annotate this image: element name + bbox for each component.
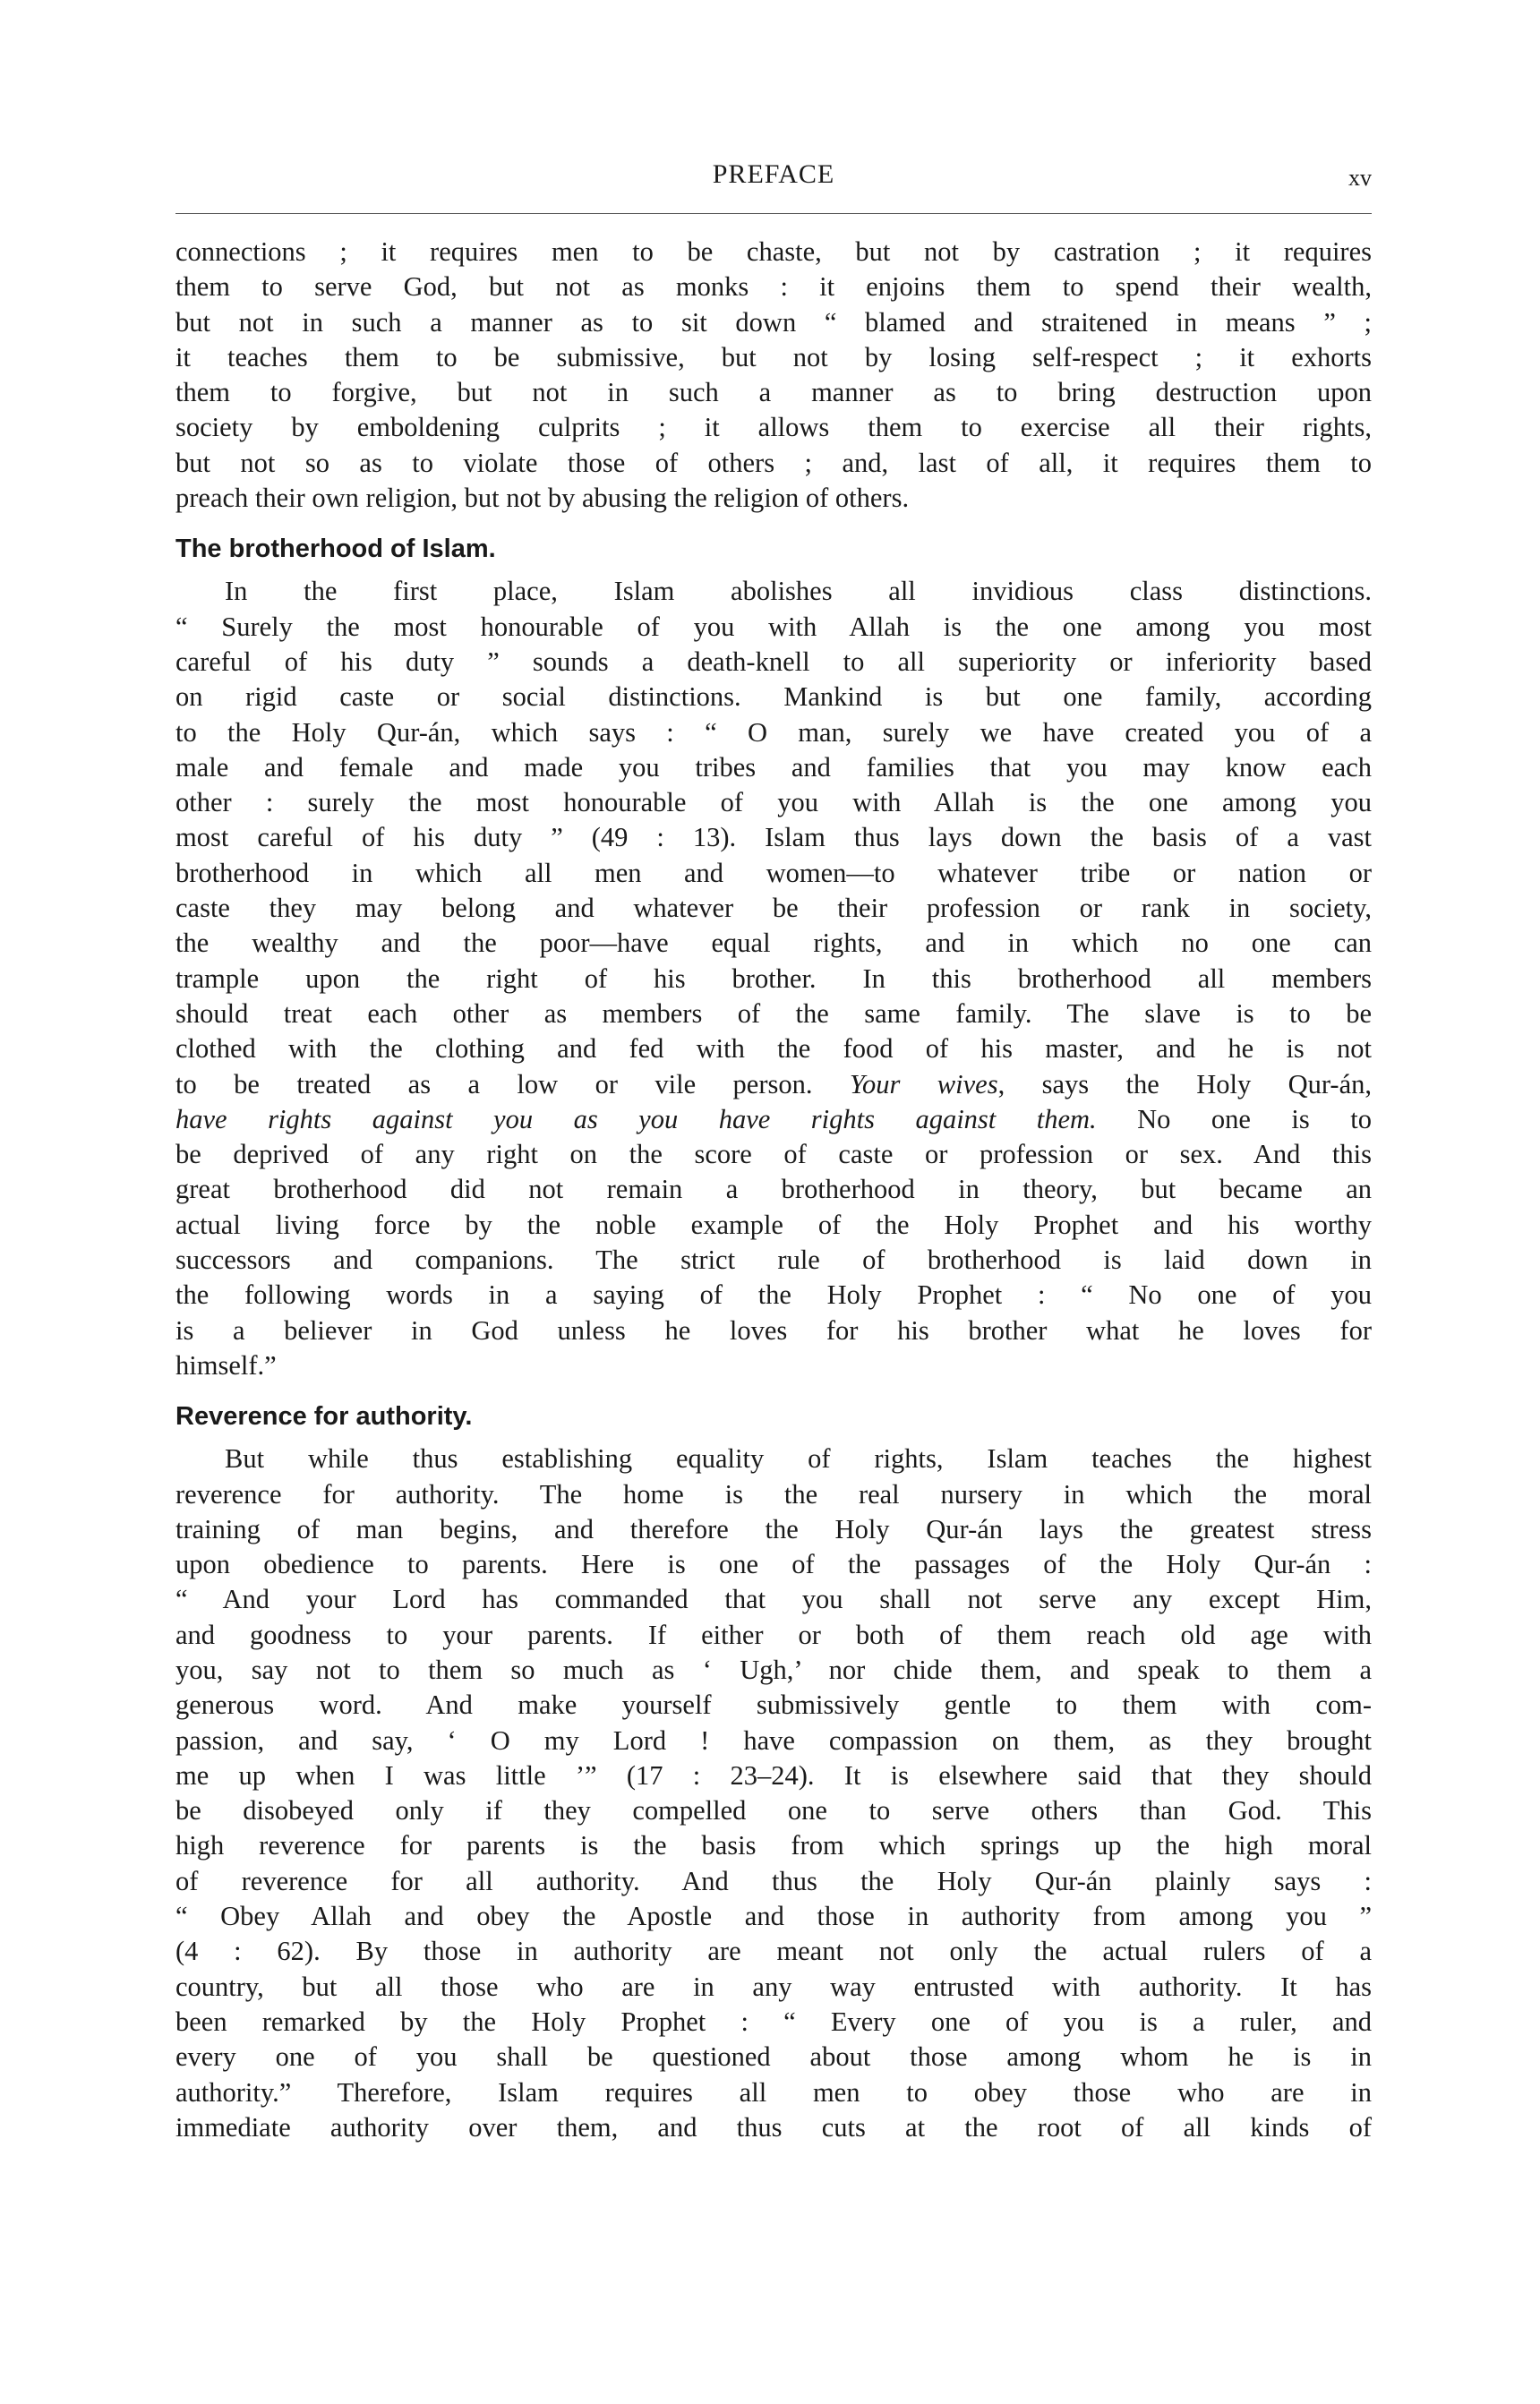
- brotherhood-paragraph: [175, 574, 1372, 1383]
- text-line: great brotherhood did not remain a brotherhood in theory, but became an: [175, 1174, 1372, 1205]
- text-line: (4 : 62). By those in authority are meant not only the actual rulers of a: [175, 1936, 1372, 1967]
- opening-paragraph: [175, 235, 1372, 516]
- text-line: of reverence for all authority. And thus the Holy Qur-án plainly says :: [175, 1865, 1372, 1896]
- text-line: to the Holy Qur-án, which says : “ O man, surely we have created you of a: [175, 716, 1372, 748]
- italic-quote: have rights against you as you have rights against them.: [175, 1103, 1097, 1134]
- text-line: generous word. And make yourself submissively gentle to them with com-: [175, 1690, 1372, 1721]
- text-line: been remarked by the Holy Prophet : “ Every one of you is a ruler, and: [175, 2006, 1372, 2037]
- text-line: careful of his duty ” sounds a death-knell to all superiority or inferiority based: [175, 646, 1372, 677]
- text-line: me up when I was little ’” (17 : 23–24). It is elsewhere said that they should: [175, 1759, 1372, 1791]
- text-run: No one is to: [1096, 1103, 1372, 1134]
- text-line: actual living force by the noble example of the Holy Prophet and his worthy: [175, 1209, 1372, 1240]
- text-line: caste they may belong and whatever be their profession or rank in society,: [175, 893, 1372, 924]
- text-line: “ Obey Allah and obey the Apostle and those in authority from among you ”: [175, 1901, 1372, 1932]
- text-line: successors and companions. The strict rule of brotherhood is laid down in: [175, 1245, 1372, 1276]
- section-heading-brotherhood: The brotherhood of Islam.: [175, 535, 496, 564]
- italic-quote: Your wives: [849, 1068, 998, 1099]
- text-line: the following words in a saying of the Holy Prophet : “ No one of you: [175, 1279, 1372, 1311]
- text-line: you, say not to them so much as ‘ Ugh,’ nor chide them, and speak to them a: [175, 1654, 1372, 1685]
- page-body: [175, 235, 1372, 2145]
- book-page: [175, 143, 1372, 2143]
- page-number: xv: [1348, 165, 1372, 191]
- text-run: , says the Holy Qur-án,: [997, 1068, 1372, 1099]
- text-line: passion, and say, ‘ O my Lord ! have compassion on them, as they brought: [175, 1724, 1372, 1756]
- text-line: “ Surely the most honourable of you with Allah is the one among you most: [175, 611, 1372, 642]
- section-heading-reverence: Reverence for authority.: [175, 1402, 473, 1432]
- text-line: “ And your Lord has commanded that you shall not serve any except Him,: [175, 1584, 1372, 1615]
- text-line: the wealthy and the poor—have equal rights, and in which no one can: [175, 928, 1372, 959]
- text-line: society by emboldening culprits ; it allows them to exercise all their rights,: [175, 412, 1372, 443]
- text-line: himself.”: [175, 1349, 277, 1381]
- text-line: it teaches them to be submissive, but not by losing self-respect ; it exhorts: [175, 341, 1372, 372]
- text-line: immediate authority over them, and thus cuts at the root of all kinds of: [175, 2111, 1372, 2143]
- text-line: male and female and made you tribes and families that you may know each: [175, 751, 1372, 783]
- text-line: is a believer in God unless he loves for his brother what he loves for: [175, 1314, 1372, 1346]
- text-line: authority.” Therefore, Islam requires all men to obey those who are in: [175, 2076, 1372, 2108]
- text-line: clothed with the clothing and fed with the food of his master, and he is not: [175, 1033, 1372, 1065]
- text-line: should treat each other as members of the same family. The slave is to be: [175, 997, 1372, 1029]
- text-line-with-italic: [175, 1067, 1372, 1102]
- text-line: preach their own religion, but not by abusing the religion of others.: [175, 483, 910, 514]
- header-rule: [175, 213, 1372, 214]
- text-line: and goodness to your parents. If either or both of them reach old age with: [175, 1619, 1372, 1650]
- text-line: trample upon the right of his brother. In this brotherhood all members: [175, 962, 1372, 994]
- text-line: every one of you shall be questioned about those among whom he is in: [175, 2041, 1372, 2073]
- text-line: In the first place, Islam abolishes all invidious class distinctions.: [225, 576, 1372, 607]
- reverence-paragraph: [175, 1442, 1372, 2145]
- text-line: but not in such a manner as to sit down “ blamed and straitened in means ” ;: [175, 306, 1372, 338]
- text-run: to be treated as a low or vile person.: [175, 1068, 850, 1099]
- text-line-with-italic: [175, 1102, 1372, 1137]
- running-title: PREFACE: [712, 159, 835, 189]
- text-line: be disobeyed only if they compelled one to serve others than God. This: [175, 1795, 1372, 1827]
- text-line: on rigid caste or social distinctions. Mankind is but one family, according: [175, 681, 1372, 713]
- running-header: [175, 143, 1372, 197]
- text-line: training of man begins, and therefore the Holy Qur-án lays the greatest stress: [175, 1513, 1372, 1544]
- text-line: them to forgive, but not in such a manner as to bring destruction upon: [175, 377, 1372, 408]
- text-line: be deprived of any right on the score of caste or profession or sex. And this: [175, 1139, 1372, 1170]
- text-line: but not so as to violate those of others ; and, last of all, it requires them to: [175, 447, 1372, 478]
- text-line: brotherhood in which all men and women—to whatever tribe or nation or: [175, 857, 1372, 888]
- text-line: connections ; it requires men to be chaste, but not by castration ; it requires: [175, 236, 1372, 267]
- text-line: But while thus establishing equality of rights, Islam teaches the highest: [225, 1443, 1372, 1475]
- text-line: reverence for authority. The home is the real nursery in which the moral: [175, 1478, 1372, 1510]
- text-line: upon obedience to parents. Here is one of the passages of the Holy Qur-án :: [175, 1549, 1372, 1580]
- text-line: high reverence for parents is the basis from which springs up the high moral: [175, 1830, 1372, 1861]
- text-line: most careful of his duty ” (49 : 13). Islam thus lays down the basis of a vast: [175, 822, 1372, 853]
- text-line: other : surely the most honourable of you with Allah is the one among you: [175, 787, 1372, 818]
- text-line: them to serve God, but not as monks : it enjoins them to spend their wealth,: [175, 271, 1372, 303]
- text-line: country, but all those who are in any way entrusted with authority. It has: [175, 1971, 1372, 2002]
